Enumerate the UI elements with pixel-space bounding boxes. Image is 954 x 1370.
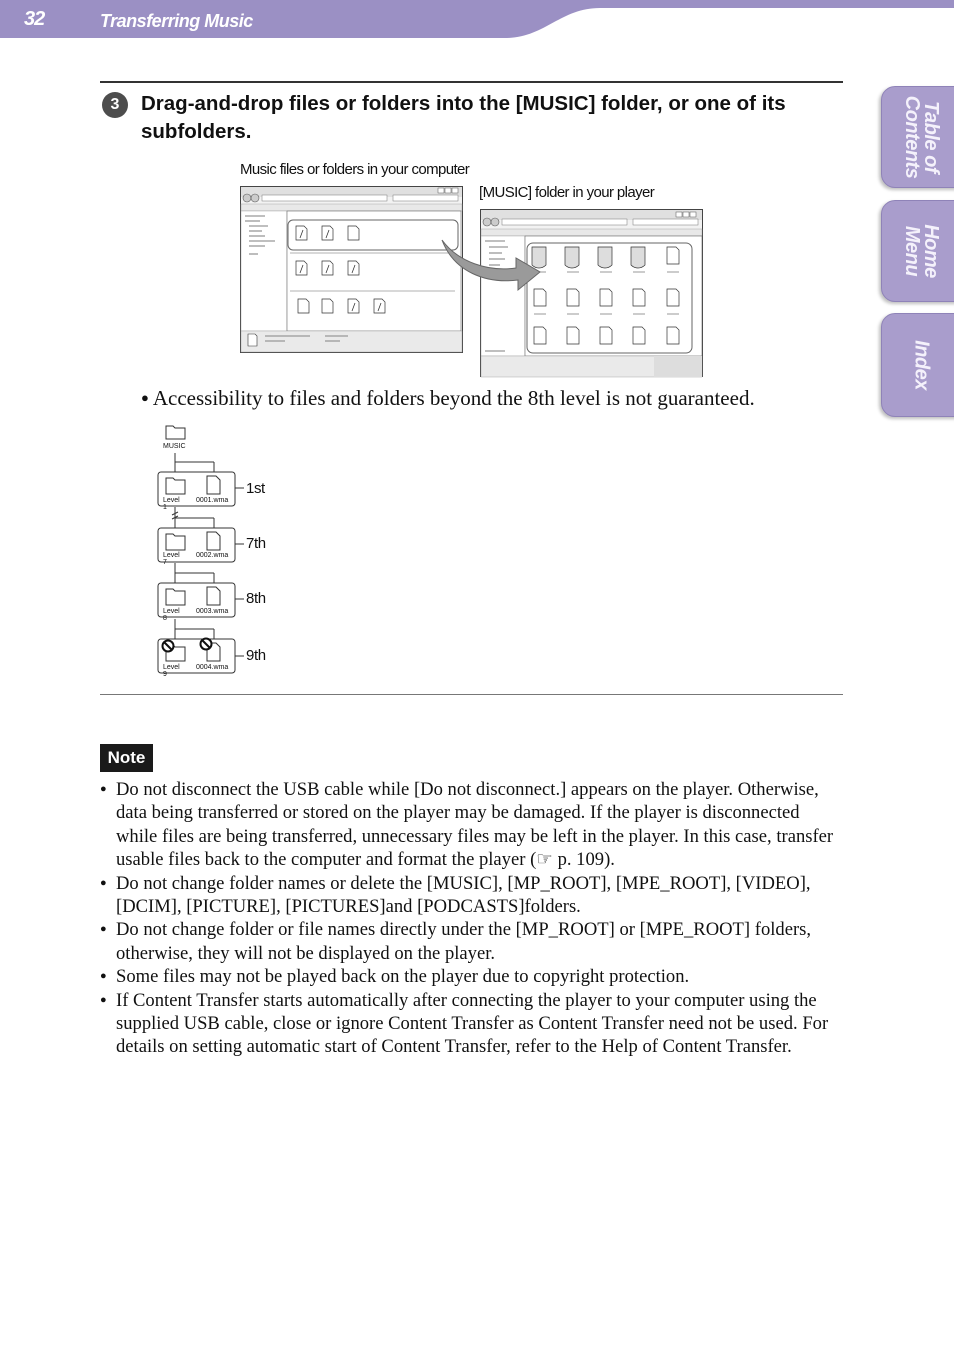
section-top-rule xyxy=(100,81,843,83)
level-file-label: 0001.wma xyxy=(196,497,229,504)
tab-table-of-contents-label: Table of Contents xyxy=(901,95,942,179)
tab-home-menu-label: Home Menu xyxy=(901,224,942,278)
level-ordinal-label: 1st xyxy=(246,480,265,497)
note-item: ● Do not disconnect the USB cable while [Do not disconnect.] appears on the player. Otherwise, data being transferred or stored on the player may be damaged. If the player is disconnected while files are being transferred, unnecessary files may be left in the player. In this case, transfer usable files back to the computer and format the player (☞ p. 109). xyxy=(100,778,845,872)
level-folder-label: Level 9 xyxy=(163,664,180,678)
level-ordinal-label: 7th xyxy=(246,535,266,552)
player-figure-label: [MUSIC] folder in your player xyxy=(479,184,655,201)
step-number-badge: 3 xyxy=(102,92,128,118)
note-item: ● Do not change folder names or delete the [MUSIC], [MP_ROOT], [MPE_ROOT], [VIDEO], [DCIM], [PICTURE], [PICTURES]and [PODCASTS]folders. xyxy=(100,872,845,919)
computer-window-illustration xyxy=(240,186,464,354)
root-folder-label: MUSIC xyxy=(163,443,186,450)
note-list xyxy=(100,778,845,1059)
computer-figure-label: Music files or folders in your computer xyxy=(240,161,470,178)
step-heading: Drag-and-drop files or folders into the [MUSIC] folder, or one of its subfolders. xyxy=(141,92,786,143)
note-badge: Note xyxy=(100,744,153,772)
drag-arrow-icon xyxy=(438,232,548,292)
level-folder-label: Level 7 xyxy=(163,552,180,566)
page-number: 32 xyxy=(24,8,45,30)
note-item: ● Do not change folder or file names directly under the [MP_ROOT] or [MPE_ROOT] folders, otherwise, they will not be displayed on the player. xyxy=(100,918,845,965)
note-item: ● If Content Transfer starts automatically after connecting the player to your computer using the supplied USB cable, close or ignore Content Transfer as Content Transfer need not be used. For details on setting automatic start of Content Transfer, refer to the Help of Content Transfer. xyxy=(100,989,845,1059)
level-file-label: 0004.wma xyxy=(196,664,229,671)
page-header xyxy=(0,0,954,40)
level-ordinal-label: 8th xyxy=(246,590,266,607)
tab-index-label: Index xyxy=(910,340,933,390)
section-bottom-rule xyxy=(100,694,843,695)
level-folder-label: Level 1 xyxy=(163,497,180,511)
note-item: ● Some files may not be played back on the player due to copyright protection. xyxy=(100,965,845,988)
level-file-label: 0003.wma xyxy=(196,608,229,615)
accessibility-bullet: ● Accessibility to files and folders beyond the 8th level is not guaranteed. xyxy=(141,386,755,411)
level-tree-graphic xyxy=(150,420,290,680)
level-ordinal-label: 9th xyxy=(246,647,266,664)
header-title: Transferring Music xyxy=(100,11,253,31)
tab-home-menu[interactable] xyxy=(881,200,954,302)
level-folder-label: Level 8 xyxy=(163,608,180,622)
level-file-label: 0002.wma xyxy=(196,552,229,559)
tab-index[interactable] xyxy=(881,313,954,417)
tab-table-of-contents[interactable] xyxy=(881,86,954,188)
